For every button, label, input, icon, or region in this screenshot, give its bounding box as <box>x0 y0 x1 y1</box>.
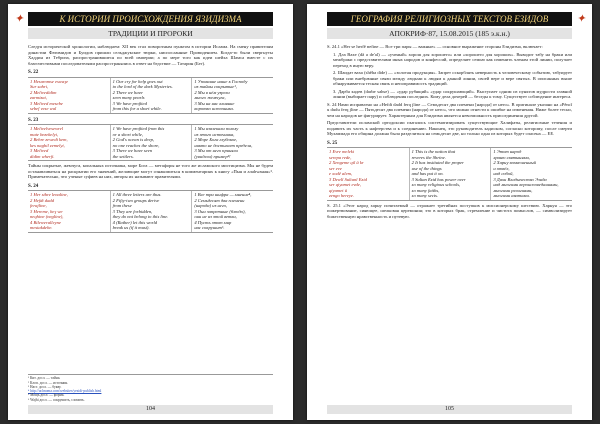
right-list-item: 1. Дла Вахе (dâ a de'al) — «ученый» хорош для хорошего» или «хорошего для хороших». Выводит табу на браки или межбраки с представителями иных народов и конфессий, определяет семью как изменить членам этой линии, получает переход в иную веру. <box>333 51 572 68</box>
footnote: ² Клоп. досл. — источник. <box>28 380 69 385</box>
right-header-text: ГЕОГРАФИЯ РЕЛИГИОЗНЫХ ТЕКСТОВ ЕЗИДОВ <box>350 14 549 24</box>
verse-line: 2 There we have <box>112 89 143 95</box>
verse-line: 1 All three letters are thus. <box>112 192 162 197</box>
verse-s24-original <box>28 191 110 232</box>
verse-line: mestakdehe. <box>30 225 53 230</box>
verse-s25-title: S. 25 <box>327 140 338 146</box>
verse-line: 2 Море Бога глубокое, <box>194 137 238 142</box>
verse-line: sebef vese wal <box>30 106 57 111</box>
verse-line: 4 (Rather) let this world <box>112 219 158 225</box>
verse-line: 2 Melivedidim <box>30 89 57 95</box>
verse-line: 1 Этот народ <box>493 149 522 154</box>
verse-line: и отвёл, <box>493 165 510 171</box>
right-paragraph-3: Представители исламской ортодоксии пытались систематизировать существующие Халифаты, религиозные течения и подавить их часть к нафтерства и к соединению. Наконец, это руководитель кадиском, согласно которому, после смерти Мухаммада его община должна была разделиться на семьдесят две, но только одна из которых будет спасена — ЕЕ. <box>327 120 572 136</box>
verse-line: 3 Мы от него приняли <box>194 148 238 153</box>
verse-line: из этого источника, <box>194 131 235 137</box>
verse-line: so many religious schools, <box>411 182 461 187</box>
footnote-link[interactable]: ⁴ http://uchnoma.com/websites/yezidi-publish.html <box>28 389 102 394</box>
verse-line: qiyamet û <box>329 187 347 193</box>
verse-line: 1 Her sthre lenaline, <box>30 192 68 197</box>
verse-line: 1 Hesaromse eswaȝe <box>30 78 69 84</box>
verse-line: zarmizai, <box>30 95 47 100</box>
verse-s22-russian <box>191 78 273 113</box>
footnote: ⁶ Wajhi досл. — сокрушить, сломить. <box>28 397 85 402</box>
verse-line: so many faiths, <box>411 187 440 193</box>
verse-line: над многими вероисповеданиями, <box>493 182 559 187</box>
left-body <box>28 44 273 235</box>
verse-s25-original <box>327 148 409 200</box>
verse-line: (увидели) пример²! <box>194 153 231 159</box>
verse-line: 3 We have profited <box>112 100 147 106</box>
verse-line: ser qiyamet evde, <box>329 182 362 187</box>
verse-line: so many sects. <box>411 193 439 198</box>
left-mid-paragraph: Тайны сокрытые, жемчуга, копальных источника, море Бога — метафоры не того же исламского мистицизма. Мы не будем останавливаться на раскрытии его значений, желающие могут ознакомиться в комментариях к книгу «Пыя и алаhwаная»³. Примечательно, что ученые суфиев на них, авторы их называют правителями. <box>28 163 273 179</box>
verse-line: or a short while, <box>112 131 144 137</box>
verse-s25-russian <box>490 148 572 200</box>
verse-line: reveres the Shrine. <box>411 154 446 160</box>
left-page-number: 104 <box>28 405 273 414</box>
verse-line: they do not belong to this line. <box>112 214 169 219</box>
verse-s24-table <box>28 190 273 233</box>
footnote: ³ Наст. досл. — букву. <box>28 384 62 389</box>
verse-line: над собой, <box>493 171 514 176</box>
left-intro-paragraph: Следуя исторической хронологии, наблюдаем: XII век стал поворотным пунктом в истории Ислама. На смену правителям династии Фатимидов и Буидов пришли сельджукские тюрки, ниспосланные Провидением. Когда-то были свергнуты Хаддин из Тебриза, распространившиеся по всей империи; а по мере того как идеи шейха Шамса вместе с их благочестивыми последователями распространялись в ответ на бедствие — Татарин (Бег). <box>28 44 273 66</box>
verse-line: коротко источника. <box>194 106 235 111</box>
verse-line: serepa rede, <box>329 154 352 160</box>
verse-s24-english <box>110 191 192 232</box>
verse-line: многими аватами. <box>493 193 530 198</box>
verse-line: они не из этой ветви, <box>194 214 237 219</box>
left-header-text: К ИСТОРИИ ПРОИСХОЖДЕНИЯ ЯЗИДИЗМА <box>59 14 242 24</box>
verse-line: 3 Мы на нас влияние <box>194 100 235 106</box>
verse-line: 1 Упование наше к Господу <box>194 78 248 84</box>
verse-line: 2 God's ocean is deep, <box>112 137 155 142</box>
verse-s23-english <box>110 125 192 160</box>
verse-line: Sur sahri, <box>30 84 49 89</box>
verse-s25-english <box>409 148 491 200</box>
verse-line: 3 Дахи Владычество Эзида <box>493 176 547 182</box>
verse-line: 2 It has instituted the proper <box>411 160 464 165</box>
verse-line: 1 Все три шифра — мнение⁴, <box>194 192 252 197</box>
verse-line: e xodê alem, <box>329 171 353 176</box>
verse-s22-title: S. 22 <box>28 70 39 75</box>
left-page-header <box>14 12 273 26</box>
right-paragraph-1: S. 24.1 «Her se herfê nefine — Все три пары — важные» — основное выражение стороны Езидизма, включает: <box>327 44 543 49</box>
verse-s22-english <box>110 78 192 113</box>
verse-line: use of the things <box>411 165 442 171</box>
verse-line: 1 We have profited from this <box>112 126 165 131</box>
verse-line: 3 Melived mesebe <box>30 100 63 106</box>
verse-line: break us (if it must). <box>112 225 150 230</box>
verse-line: kes naghil zemelyi, <box>30 142 65 148</box>
verse-s24-title: S. 24 <box>28 183 39 189</box>
verse-line: no one reaches the shore, <box>112 142 160 148</box>
verse-line: seen many pearls <box>112 95 145 100</box>
verse-s23-original <box>28 125 110 160</box>
verse-s23-russian <box>191 125 273 160</box>
verse-line: 2 Семьдесят два племени <box>194 197 245 203</box>
verse-line: 1 This is the nation that <box>411 149 456 154</box>
right-page-number: 105 <box>327 405 572 414</box>
verse-line: ferajline, <box>30 203 47 208</box>
verse-line: 3 There we have seen <box>112 148 153 153</box>
verse-line: mate bezekelyi, <box>30 131 59 137</box>
left-page <box>8 4 293 420</box>
right-paragraph-4: S. 25.1 «Этот народ харну почитаемый — отражает третийнах поступков к миссионерскому шествию. Харнуя — это пожертвование, сияющее, шелковая церемония; это в которых брак, стремление и чистота помыслов, — символизирует божественную нравственность и путевую. <box>327 202 572 219</box>
verse-line: 4 Пусть этот мир <box>194 219 232 225</box>
verse-line: 1 Our cry for help goes out <box>112 78 163 84</box>
right-body <box>327 44 572 221</box>
left-footnotes <box>28 374 273 402</box>
verse-line: многими религиями, <box>493 187 533 193</box>
verse-line: 3 Sultan Ezid has power over <box>411 176 466 182</box>
verse-line: храню святынями, <box>493 154 530 160</box>
verse-line: 3 Они запретные (блюдо), <box>194 208 246 214</box>
verse-line: from these <box>112 203 132 208</box>
footnote: ⁵ Мощь досл. — форма. <box>28 393 65 398</box>
verse-line: 2 Behre zewedi kem, <box>30 137 68 142</box>
right-list-item: 3. Дарба кадев (darbe sahse) — «удар рубящий» «удар сокрушающий». Выступает одним из пунктов мудрости главной линии (выбирает пару) и соблюдения последних. Кому дела дочерей — беседы к тому. Существует соблюдение интереса. <box>333 88 572 99</box>
footnote: ¹ Кит. досл. — тайна. <box>28 376 61 381</box>
verse-line: 2 Fifty-two groups derive <box>112 197 160 203</box>
verse-line: из тайны сокрытые¹, <box>194 84 237 89</box>
verse-s25-table <box>327 147 572 201</box>
verse-line: neqhine (negline), <box>30 214 64 219</box>
verse-line: zengo hereye. <box>329 193 355 198</box>
verse-s24-russian <box>191 191 273 232</box>
right-paragraph-2: S. 24 Нами исправлено на «Hefdt dadd ferq jline — Семьдесят два племени [народа] от него». В оригинале указано на «Pêncî u dudu ferq jline — Пятьдесят два племени (народа) от него», что можно отнести к ошибке на изменения. Ниже более тесно, чем на народов не фигурирует. Характерным для Езидизма является невозможность присоединения другой. <box>327 101 572 118</box>
right-page-header <box>327 12 586 26</box>
verse-line: 2 Мы в нём узрели <box>194 89 230 95</box>
verse-line: from this for a short while. <box>112 106 162 111</box>
right-section-title: АПОКРИФ·87, 15.08.2015 (185 э.к.н.) <box>327 28 572 39</box>
right-page <box>307 4 592 420</box>
verse-line: 2 Hefdt dadd <box>30 197 54 203</box>
verse-line: 3 Dewlî Sultanî Ezid <box>329 176 367 182</box>
verse-s23-title: S. 23 <box>28 117 39 123</box>
book-emblem-icon: ✦ <box>14 13 24 25</box>
verse-line: 3 Melived <box>30 148 49 153</box>
verse-line: нас сокрушит⁵. <box>194 225 225 230</box>
verse-line: 3 They are forbidden, <box>112 208 153 214</box>
verse-line: много жемчуга, <box>194 95 226 100</box>
verse-line: 1 Melivelvesewrel <box>30 126 64 131</box>
verse-line: 2 Xengeme qil û kr <box>329 160 364 165</box>
verse-line: (народа) из него, <box>194 203 228 208</box>
verse-s23-table <box>28 124 273 161</box>
verse-line: to the lord of the dark Mysteries. <box>112 84 173 89</box>
book-emblem-icon: ✦ <box>576 13 586 25</box>
verse-s22-table <box>28 77 273 114</box>
verse-line: and has put it on. <box>411 171 444 176</box>
verse-line: 3 Hereme, heȝ we <box>30 208 63 214</box>
verse-line: 4 Bileweralleyne <box>30 219 61 225</box>
verse-s22-original <box>28 78 110 113</box>
verse-line: didim wherfi. <box>30 153 55 159</box>
left-section-title: ТРАДИЦИИ И ПРОРОКИ <box>28 28 273 39</box>
verse-line: the settlers. <box>112 153 134 159</box>
verse-line: 1 Evre meleki <box>329 149 355 154</box>
verse-line: никто не достигает предела, <box>194 142 253 148</box>
verse-line: ser eve <box>329 165 342 171</box>
verse-line: 2 Харну возмешенный <box>493 160 536 165</box>
verse-line: 1 Мы извлекали пользу <box>194 126 239 131</box>
right-list-item: 2. Шаидат ваха (shêha dide) — «золотая продукция». Запрет оскорблять неверность к человеческому событию, табуирует браки или внебрачные связи между людьми к людям к данной линии, своей вере и вере святых. В описанных выше обнаруживается тесная связь и непоправимость традиций. <box>333 70 572 86</box>
